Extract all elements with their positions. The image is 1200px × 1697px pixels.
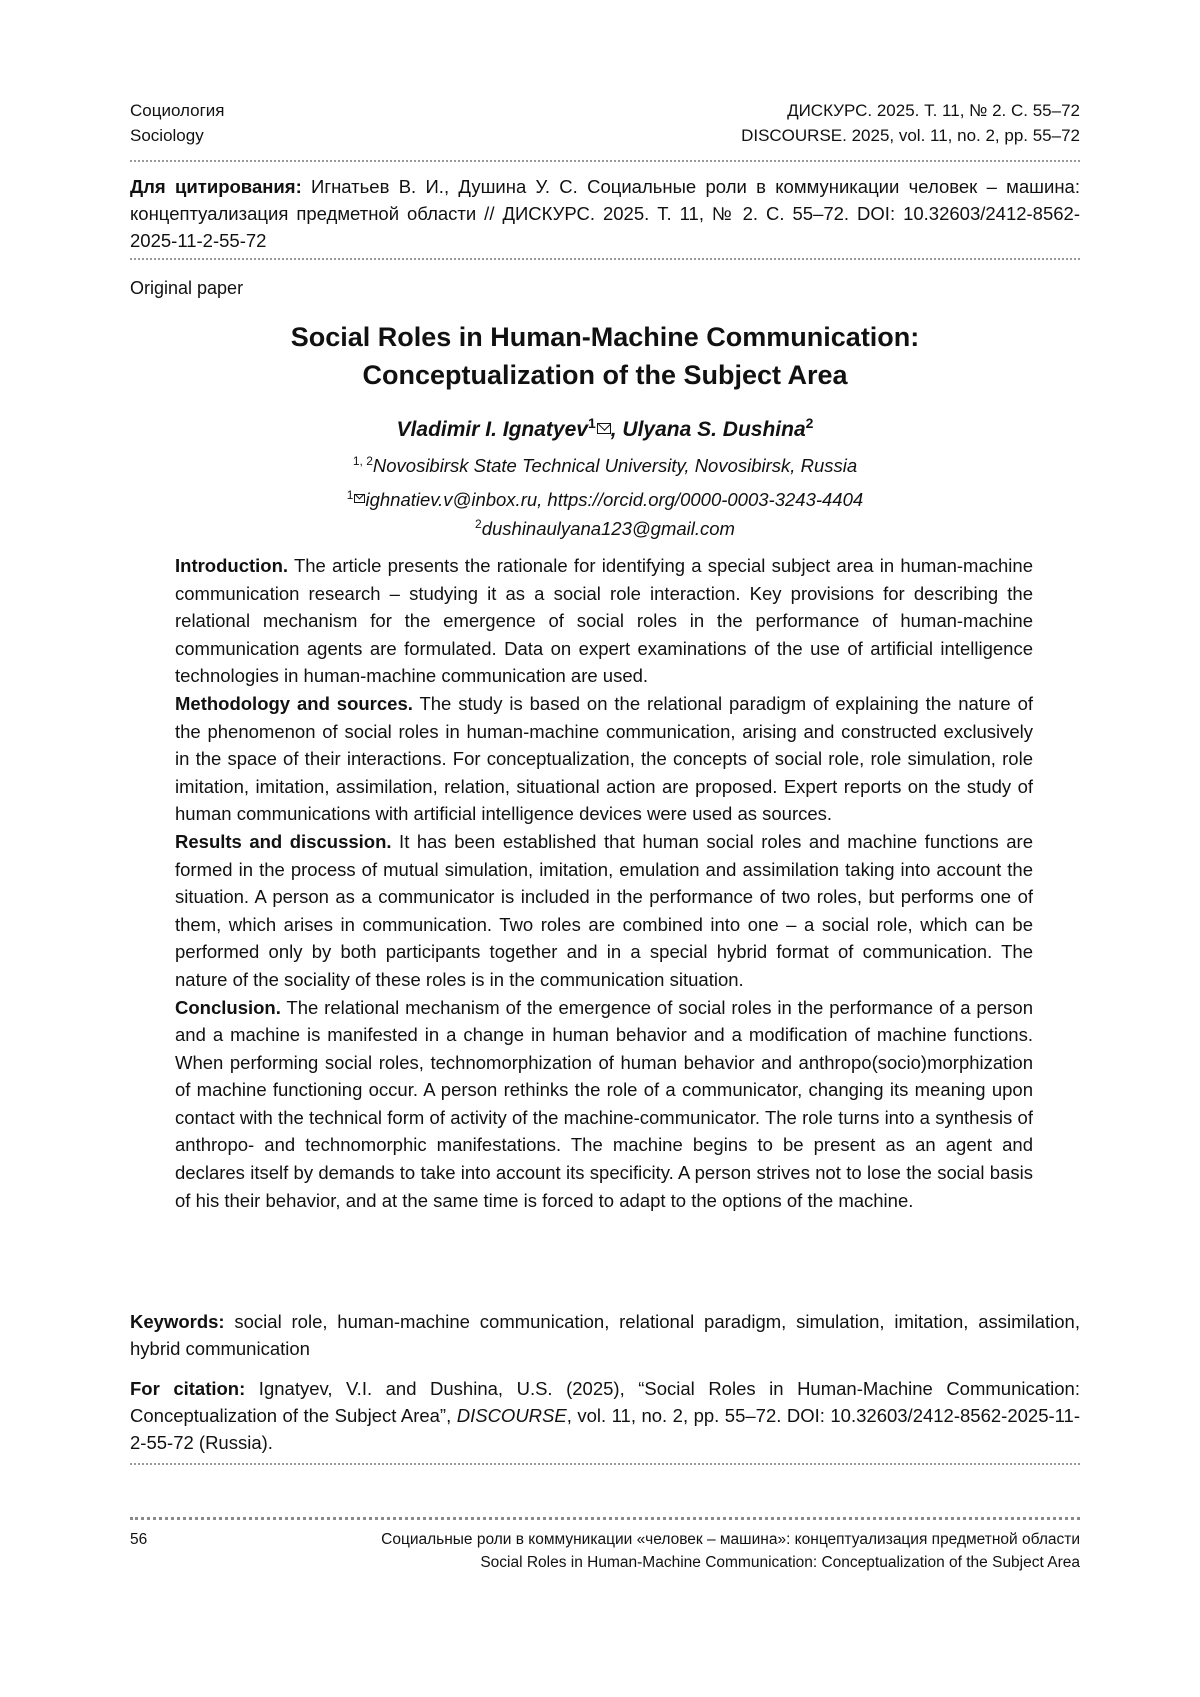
- envelope-icon: [597, 423, 611, 434]
- introduction-label: Introduction.: [175, 555, 288, 576]
- citation-ru-text: Игнатьев В. И., Душина У. С. Социальные роли в коммуникации человек – машина: концептуализация предметной области // ДИСКУРС. 2025. Т. 11, № 2. С. 55–72. DOI: 10.32603/2412-8562-2025-11-2-55-72: [130, 176, 1080, 251]
- paper-title: [130, 318, 1080, 394]
- journal-ru: ДИСКУРС. 2025. Т. 11, № 2. С. 55–72: [741, 98, 1080, 123]
- footer-title-en: Social Roles in Human-Machine Communication: Conceptualization of the Subject Area: [381, 1551, 1080, 1574]
- journal-reference: [741, 98, 1080, 148]
- keywords-label: Keywords:: [130, 1311, 225, 1332]
- paper-page: [130, 0, 1080, 1697]
- conclusion-text: The relational mechanism of the emergence of social roles in the performance of a person and a machine is manifested in a change in human behavior and a modification of machine functions. When performing social roles, technomorphization of human behavior and anthropo(socio)morphization of machine functioning occur. A person rethinks the role of a communicator, changing its meaning upon contact with the technical form of activity of the machine-communicator. The role turns into a synthesis of anthropo- and technomorphic manifestations. The machine begins to be present as an agent and declares itself by demands to take into account its specificity. A person strives not to lose the social basis of his their behavior, and at the same time is forced to adapt to the options of the machine.: [175, 997, 1033, 1211]
- author-2-sup: 2: [806, 415, 814, 431]
- citation-en-text-a: Ignatyev, V.I. and Dushina, U.S. (2025), “Social Roles in Human-Machine Communication: Conceptualization of the Subject Area”,: [130, 1378, 1080, 1426]
- conclusion-label: Conclusion.: [175, 997, 281, 1018]
- contact-2-sup: 2: [475, 517, 482, 531]
- footer-divider: [130, 1517, 1080, 1520]
- author-separator: ,: [611, 418, 623, 441]
- keywords: [130, 1308, 1080, 1362]
- author-2: Ulyana S. Dushina: [622, 418, 805, 441]
- abstract: [175, 552, 1033, 1214]
- contact-1: [130, 482, 1080, 513]
- affiliation: [130, 448, 1080, 479]
- section-label: [130, 98, 225, 148]
- author-list: [130, 408, 1080, 445]
- contact-1-text[interactable]: ighnatiev.v@inbox.ru, https://orcid.org/0000-0003-3243-4404: [365, 489, 863, 510]
- introduction-text: The article presents the rationale for identifying a special subject area in human-machine communication research – studying it as a social role interaction. Key provisions for describing the relational mechanism for the emergence of social roles in the performance of human-machine communication agents are formulated. Data on expert examinations of the use of artificial intelligence technologies in human-machine communication are used.: [175, 555, 1033, 686]
- article-type: Original paper: [130, 275, 243, 301]
- section-en: Sociology: [130, 123, 225, 148]
- affiliation-sup: 1, 2: [353, 454, 373, 468]
- affiliation-text: Novosibirsk State Technical University, Novosibirsk, Russia: [373, 455, 857, 476]
- title-line-2: Conceptualization of the Subject Area: [130, 356, 1080, 394]
- abstract-introduction: [175, 552, 1033, 690]
- citation-ru: [130, 173, 1080, 254]
- contact-2-text[interactable]: dushinaulyana123@gmail.com: [482, 518, 735, 539]
- page-number: 56: [130, 1528, 147, 1551]
- citation-en-journal: DISCOURSE: [457, 1405, 567, 1426]
- contact-1-sup: 1: [347, 488, 354, 502]
- contact-2: [130, 511, 1080, 542]
- title-line-1: Social Roles in Human-Machine Communication:: [130, 318, 1080, 356]
- divider: [130, 1463, 1080, 1465]
- citation-ru-label: Для цитирования:: [130, 176, 302, 197]
- footer-title: [381, 1528, 1080, 1574]
- abstract-conclusion: [175, 994, 1033, 1215]
- journal-en: DISCOURSE. 2025, vol. 11, no. 2, pp. 55–72: [741, 123, 1080, 148]
- envelope-icon: [354, 494, 365, 503]
- abstract-results: [175, 828, 1033, 994]
- methodology-label: Methodology and sources.: [175, 693, 413, 714]
- author-1: Vladimir I. Ignatyev: [397, 418, 588, 441]
- results-text: It has been established that human social roles and machine functions are formed in the process of mutual simulation, imitation, emulation and assimilation taking into account the situation. A person as a communicator is included in the performance of two roles, but performs one of them, which arises in communication. Two roles are combined into one – a social role, which can be performed only by both participants together and in a special hybrid format of communication. The nature of the sociality of these roles is in the communication situation.: [175, 831, 1033, 990]
- section-ru: Социология: [130, 98, 225, 123]
- divider: [130, 258, 1080, 260]
- divider: [130, 160, 1080, 162]
- results-label: Results and discussion.: [175, 831, 392, 852]
- citation-en: [130, 1375, 1080, 1456]
- author-1-sup: 1: [588, 415, 596, 431]
- keywords-text: social role, human-machine communication, relational paradigm, simulation, imitation, assimilation, hybrid communication: [130, 1311, 1080, 1359]
- abstract-methodology: [175, 690, 1033, 828]
- citation-en-text-b: , vol. 11, no. 2, pp. 55–72. DOI: 10.32603/2412-8562-2025-11-2-55-72 (Russia).: [130, 1405, 1080, 1453]
- footer-title-ru: Социальные роли в коммуникации «человек – машина»: концептуализация предметной области: [381, 1528, 1080, 1551]
- methodology-text: The study is based on the relational paradigm of explaining the nature of the phenomenon of social roles in human-machine communication, arising and constructed exclusively in the space of their interactions. For conceptualization, the concepts of social role, role simulation, role imitation, imitation, assimilation, relation, situational action are proposed. Expert reports on the study of human communications with artificial intelligence devices were used as sources.: [175, 693, 1033, 824]
- citation-en-label: For citation:: [130, 1378, 245, 1399]
